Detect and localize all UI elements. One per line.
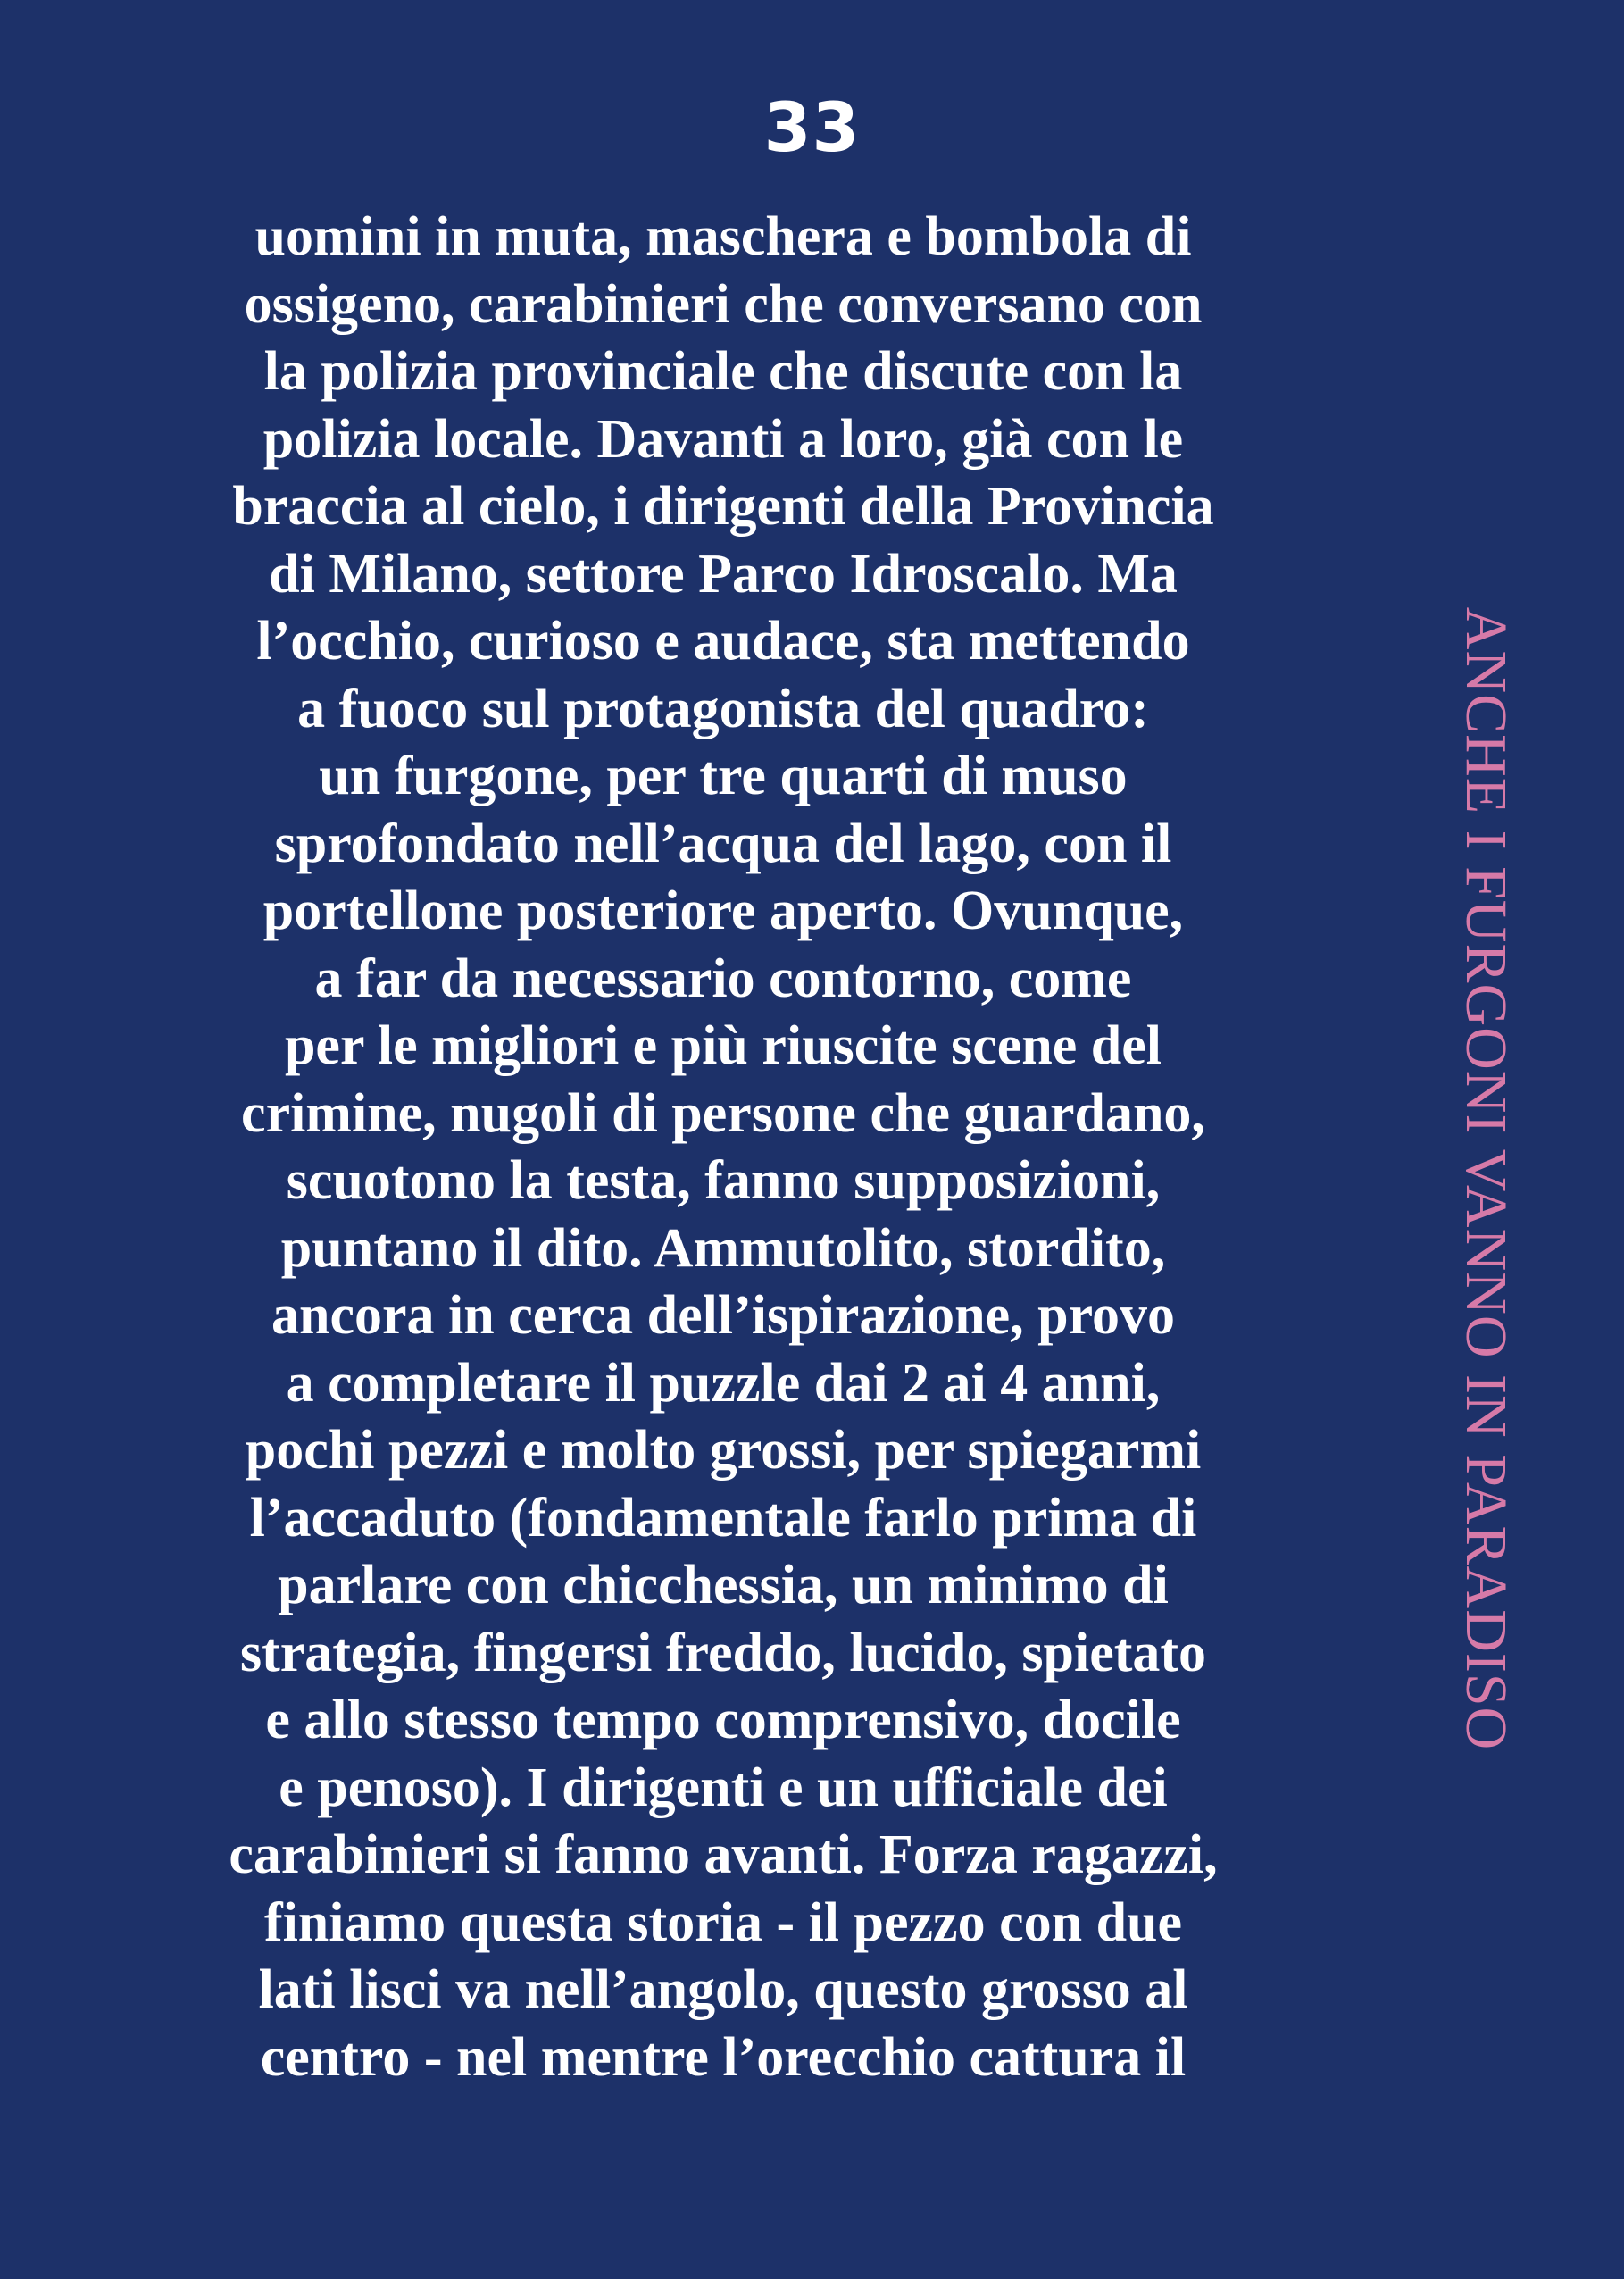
body-line: e allo stesso tempo comprensivo, docile xyxy=(265,1690,1181,1750)
page-number: 33 xyxy=(763,88,861,167)
body-line: ossigeno, carabinieri che conversano con xyxy=(244,273,1203,335)
body-line: uomini in muta, maschera e bombola di xyxy=(254,206,1192,267)
body-line: sprofondato nell’acqua del lago, con il xyxy=(274,813,1172,874)
body-line: puntano il dito. Ammutolito, stordito, xyxy=(280,1217,1166,1279)
body-line: a far da necessario contorno, come xyxy=(314,947,1132,1009)
body-line: l’occhio, curioso e audace, sta mettendo xyxy=(256,611,1190,672)
body-line: crimine, nugoli di persone che guardano, xyxy=(241,1082,1205,1144)
body-line: lati lisci va nell’angolo, questo grosso al xyxy=(258,1959,1188,2020)
body-line: per le migliori e più riuscite scene del xyxy=(284,1015,1162,1076)
body-line: e penoso). I dirigenti e un ufficiale dei xyxy=(279,1757,1168,1818)
body-line: la polizia provinciale che discute con la xyxy=(263,341,1183,402)
body-line: carabinieri si fanno avanti. Forza ragazzi, xyxy=(229,1824,1218,1885)
body-line: centro - nel mentre l’orecchio cattura il xyxy=(260,2026,1187,2088)
body-line: braccia al cielo, i dirigenti della Provincia xyxy=(232,476,1214,537)
body-line: portellone posteriore aperto. Ovunque, xyxy=(262,881,1184,941)
body-paragraph xyxy=(179,204,1268,2091)
body-line: l’accaduto (fondamentale farlo prima di xyxy=(249,1487,1197,1549)
body-line: strategia, fingersi freddo, lucido, spietato xyxy=(239,1622,1207,1683)
body-line: pochi pezzi e molto grossi, per spiegarmi xyxy=(245,1420,1202,1481)
body-line: polizia locale. Davanti a loro, già con le xyxy=(262,408,1184,470)
body-line: scuotono la testa, fanno supposizioni, xyxy=(286,1150,1161,1211)
body-line: di Milano, settore Parco Idroscalo. Ma xyxy=(269,543,1178,605)
body-line: un furgone, per tre quarti di muso xyxy=(319,746,1128,806)
body-line: ancora in cerca dell’ispirazione, provo xyxy=(271,1285,1175,1346)
body-line: a fuoco sul protagonista del quadro: xyxy=(297,678,1149,739)
body-line: a completare il puzzle dai 2 ai 4 anni, xyxy=(286,1352,1161,1414)
running-title: ANCHE I FURGONI VANNO IN PARADISO xyxy=(1453,606,1519,1751)
running-title-container xyxy=(1441,536,1530,1822)
body-line: parlare con chicchessia, un minimo di xyxy=(278,1555,1169,1615)
body-line: finiamo questa storia - il pezzo con due xyxy=(263,1891,1183,1953)
